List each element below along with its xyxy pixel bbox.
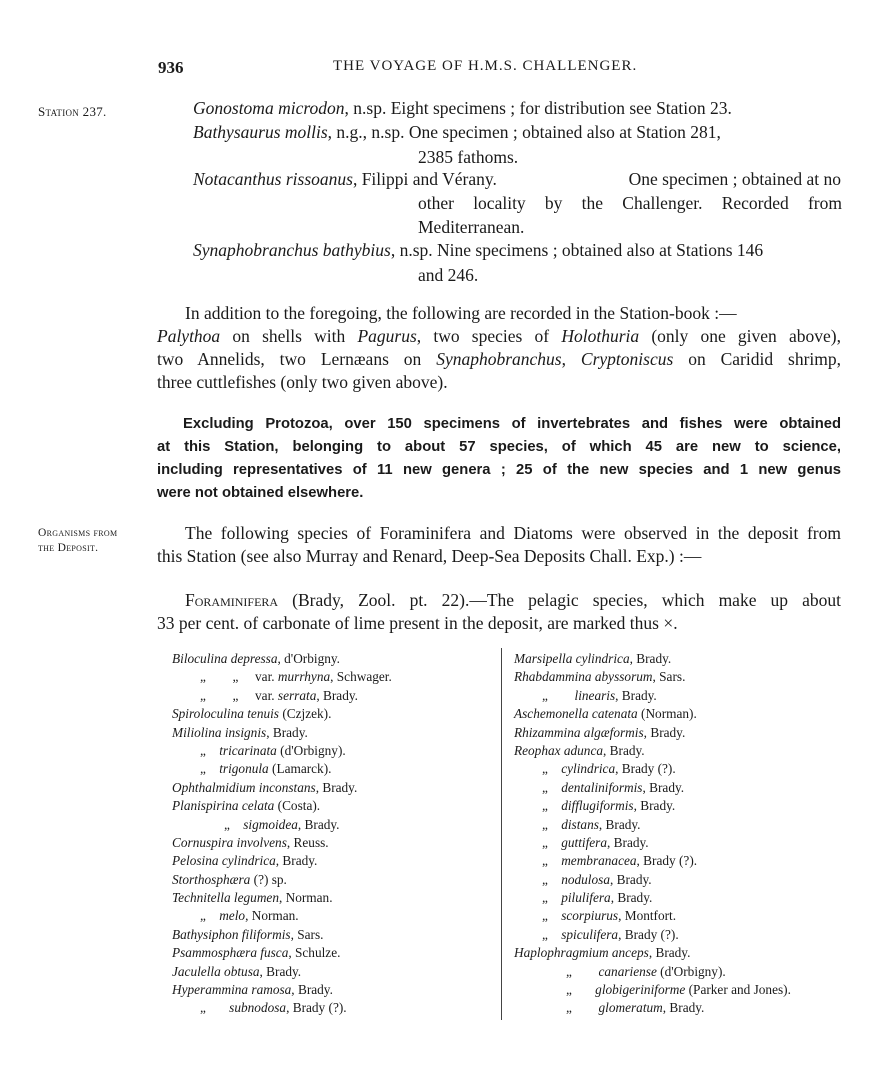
- species-list-item: [514, 816, 791, 834]
- species-name: membranacea: [561, 853, 637, 869]
- species-list-item: [514, 852, 791, 870]
- species-list-item: [514, 926, 791, 944]
- species-list-item: [172, 963, 392, 981]
- ditto-prefix: „: [542, 798, 562, 814]
- station-book-line2: Palythoa on shells with Pagurus, two species of Holothuria (only one given above),: [157, 326, 841, 346]
- species-authority: , Brady.: [291, 982, 333, 998]
- species-list-item: [514, 999, 791, 1017]
- species-authority: , Brady.: [648, 945, 691, 961]
- species-list-item: [172, 650, 392, 668]
- species-authority: , Brady.: [643, 724, 686, 740]
- species-authority: , Brady.: [662, 1000, 705, 1016]
- species-authority: , d'Orbigny.: [277, 651, 340, 666]
- ditto-prefix: „: [566, 963, 599, 979]
- species-list-item: [172, 779, 392, 797]
- species-name: Jaculella obtusa: [172, 963, 260, 979]
- species-authority: , Brady.: [607, 834, 649, 850]
- ditto-prefix: „: [224, 816, 244, 832]
- species-name: Hyperammina ramosa: [172, 982, 292, 998]
- species-name: Cornuspira involvens: [172, 834, 287, 850]
- species-list-item: [514, 687, 791, 705]
- species-list-item: [514, 760, 791, 778]
- species-name: dentaliniformis: [561, 779, 643, 795]
- species-list-item: [172, 797, 392, 815]
- species-list-right: [514, 650, 791, 1018]
- species-name: Spiroloculina tenuis: [172, 706, 279, 722]
- ditto-prefix: „: [542, 890, 562, 906]
- species-name: Haplophragmium anceps: [514, 945, 649, 961]
- species-authority: , Brady.: [615, 687, 657, 703]
- species-list-item: [514, 650, 791, 668]
- ditto-prefix: „ „ var.: [200, 669, 278, 685]
- ditto-prefix: „: [542, 908, 562, 924]
- species-name: Rhabdammina abyssorum: [514, 669, 653, 685]
- species-list-item: [172, 871, 392, 889]
- species-authority: , Norman.: [278, 890, 333, 906]
- entry-text: , n.g., n.sp. One specimen ; obtained also at Station 281,: [327, 122, 721, 142]
- fish-entry-notacanthus-cont2: Mediterranean.: [418, 217, 525, 237]
- species-authority: , Brady.: [598, 816, 641, 832]
- species-authority: , Schwager.: [330, 669, 392, 685]
- species-authority: , Reuss.: [286, 834, 329, 850]
- fish-entry-bathysaurus: [193, 120, 721, 144]
- species-authority: , Brady.: [316, 687, 358, 703]
- species-name: Gonostoma microdon: [193, 98, 345, 118]
- species-authority: , Brady (?).: [618, 926, 679, 942]
- species-authority: (Costa).: [274, 798, 321, 814]
- ditto-prefix: „ „ var.: [200, 687, 278, 703]
- species-authority: , Brady.: [642, 779, 685, 795]
- species-authority: , Brady (?).: [636, 853, 698, 869]
- species-list-item: [172, 687, 392, 705]
- species-name: serrata: [277, 687, 317, 703]
- organisms-margin-note-line1: Organisms from: [38, 527, 118, 539]
- ditto-prefix: „: [542, 816, 562, 832]
- species-authority: , Brady (?).: [286, 1000, 347, 1016]
- species-list-item: [514, 668, 791, 686]
- species-list-item: [172, 742, 392, 760]
- species-list-item: [514, 907, 791, 925]
- fish-entry-notacanthus: [193, 167, 497, 191]
- fish-entry-notacanthus-cont1: other locality by the Challenger. Recorded from: [418, 193, 842, 213]
- species-name: Biloculina depressa: [172, 651, 278, 666]
- entry-text: , n.sp. Eight specimens ; for distribution see Station 23.: [344, 98, 732, 118]
- species-name: Technitella legumen: [172, 890, 279, 906]
- station-margin-note: Station 237.: [38, 104, 107, 119]
- species-authority: , Brady (?).: [615, 761, 676, 777]
- species-name: pilulifera: [561, 890, 611, 906]
- species-authority: (?) sp.: [250, 871, 287, 887]
- species-authority: (Norman).: [637, 706, 697, 722]
- ditto-prefix: „: [542, 761, 562, 777]
- species-list-item: [514, 944, 791, 962]
- species-list-item: [514, 981, 791, 999]
- station-book-line3: two Annelids, two Lernæans on Synaphobranchus, Cryptoniscus on Caridid shrimp,: [157, 349, 841, 369]
- species-name: Reophax adunca: [514, 742, 603, 758]
- ditto-prefix: „: [200, 761, 220, 777]
- species-authority: , Montfort.: [618, 908, 677, 924]
- foraminifera-heading: Foraminifera: [185, 590, 279, 610]
- species-authority: , Brady.: [259, 963, 302, 979]
- species-name: spiculifera: [561, 926, 619, 942]
- species-list-item: [514, 871, 791, 889]
- fish-entry-synaphobranchus: [193, 238, 763, 262]
- species-name: guttifera: [561, 834, 608, 850]
- species-name: Bathysaurus mollis: [193, 122, 328, 142]
- species-list-item: [514, 797, 791, 815]
- ditto-prefix: „: [566, 982, 596, 998]
- species-authority: , Brady.: [266, 724, 308, 740]
- species-list-left: [172, 650, 392, 1018]
- species-name: globigeriniforme: [595, 982, 686, 998]
- fish-entry-notacanthus-tail: One specimen ; obtained at no: [628, 169, 841, 189]
- species-name: tricarinata: [219, 742, 277, 758]
- species-name: murrhyna: [277, 669, 331, 685]
- species-name: Aschemonella catenata: [514, 706, 638, 722]
- species-authority: , Sars.: [652, 669, 686, 685]
- summary-line: at this Station, belonging to about 57 species, of which 45 are new to science,: [157, 439, 841, 455]
- species-list-item: [514, 742, 791, 760]
- species-name: canariense: [598, 963, 657, 979]
- station-book-paragraph: [157, 302, 841, 394]
- deposit-intro-line1: The following species of Foraminifera and Diatoms were observed in the deposit from: [185, 523, 841, 543]
- species-list-item: [172, 760, 392, 778]
- species-list-item: [514, 889, 791, 907]
- entry-text: , Filippi and Vérany.: [352, 169, 497, 189]
- species-authority: , Brady.: [609, 871, 652, 887]
- species-authority: , Sars.: [290, 926, 324, 942]
- species-list-item: [172, 944, 392, 962]
- species-list-item: [514, 834, 791, 852]
- species-authority: , Brady.: [629, 651, 672, 666]
- ditto-prefix: „: [542, 853, 562, 869]
- foraminifera-intro: [157, 589, 841, 635]
- species-name: Ophthalmidium inconstans: [172, 779, 316, 795]
- species-name: Psammosphæra fusca: [172, 945, 289, 961]
- summary-line: were not obtained elsewhere.: [157, 485, 364, 501]
- species-authority: , Brady.: [315, 779, 358, 795]
- species-name: melo: [219, 908, 246, 924]
- running-title: THE VOYAGE OF H.M.S. CHALLENGER.: [333, 58, 638, 74]
- species-name: Synaphobranchus bathybius: [193, 240, 391, 260]
- species-name: glomeratum: [598, 1000, 663, 1016]
- ditto-prefix: „: [542, 871, 562, 887]
- ditto-prefix: „: [200, 742, 220, 758]
- species-authority: (d'Orbigny).: [656, 963, 726, 979]
- species-name: Pelosina cylindrica: [172, 853, 276, 869]
- deposit-intro: [157, 522, 841, 568]
- species-name: trigonula: [219, 761, 269, 777]
- species-authority: , Norman.: [245, 908, 299, 924]
- species-name: Rhizammina algæformis: [514, 724, 644, 740]
- ditto-prefix: „: [542, 779, 562, 795]
- species-authority: , Brady.: [610, 890, 653, 906]
- ditto-prefix: „: [542, 834, 562, 850]
- species-name: linearis: [574, 687, 616, 703]
- species-authority: (Czjzek).: [279, 706, 332, 722]
- species-name: Marsipella cylindrica: [514, 651, 630, 666]
- species-list-item: [172, 926, 392, 944]
- page-number: 936: [158, 58, 184, 77]
- species-authority: , Brady.: [275, 853, 318, 869]
- ditto-prefix: „: [200, 1000, 230, 1016]
- species-list-item: [172, 999, 392, 1017]
- species-list-item: [514, 779, 791, 797]
- species-name: cylindrica: [561, 761, 616, 777]
- summary-line: Excluding Protozoa, over 150 specimens of invertebrates and fishes were obtained: [183, 416, 841, 432]
- foraminifera-intro-line1: Foraminifera (Brady, Zool. pt. 22).—The pelagic species, which make up about: [185, 590, 841, 610]
- species-list-item: [172, 724, 392, 742]
- deposit-intro-line2: this Station (see also Murray and Renard, Deep-Sea Deposits Chall. Exp.) :—: [157, 546, 702, 566]
- species-name: sigmoidea: [243, 816, 298, 832]
- species-list-item: [172, 981, 392, 999]
- species-name: Notacanthus rissoanus: [193, 169, 353, 189]
- species-authority: , Brady.: [603, 742, 645, 758]
- fish-entry-synaphobranchus-cont: and 246.: [418, 265, 479, 285]
- species-list-item: [172, 668, 392, 686]
- species-list-item: [172, 889, 392, 907]
- foraminifera-intro-line2: 33 per cent. of carbonate of lime present in the deposit, are marked thus ×.: [157, 613, 678, 633]
- species-list-item: [172, 834, 392, 852]
- ditto-prefix: „: [542, 926, 562, 942]
- column-divider: [501, 648, 502, 1020]
- species-list-item: [172, 907, 392, 925]
- fish-entry-gonostoma: [193, 96, 732, 120]
- summary-paragraph: [157, 413, 841, 505]
- species-list-item: [172, 852, 392, 870]
- species-name: subnodosa: [229, 1000, 287, 1016]
- species-name: Bathysiphon filiformis: [172, 926, 291, 942]
- species-name: Miliolina insignis: [172, 724, 267, 740]
- species-authority: (d'Orbigny).: [276, 742, 346, 758]
- species-list-item: [514, 705, 791, 723]
- fish-entry-bathysaurus-cont: 2385 fathoms.: [418, 147, 519, 167]
- species-name: scorpiurus: [561, 908, 619, 924]
- species-name: Storthosphæra: [172, 871, 251, 887]
- species-name: nodulosa: [561, 871, 610, 887]
- species-authority: (Lamarck).: [268, 761, 332, 777]
- summary-line: including representatives of 11 new genera ; 25 of the new species and 1 new genus: [157, 462, 841, 478]
- ditto-prefix: „: [200, 908, 220, 924]
- species-authority: , Brady.: [633, 798, 676, 814]
- species-authority: , Schulze.: [288, 945, 341, 961]
- station-book-line1: In addition to the foregoing, the following are recorded in the Station-book :—: [185, 303, 737, 323]
- entry-text: , n.sp. Nine specimens ; obtained also at Stations 146: [390, 240, 764, 260]
- species-list-item: [514, 724, 791, 742]
- species-list-item: [514, 963, 791, 981]
- species-list-item: [172, 816, 392, 834]
- station-book-line4: three cuttlefishes (only two given above).: [157, 372, 448, 392]
- species-authority: (Parker and Jones).: [685, 982, 791, 998]
- species-name: Planispirina celata: [172, 798, 275, 814]
- ditto-prefix: „: [566, 1000, 599, 1016]
- species-authority: , Brady.: [297, 816, 340, 832]
- species-name: difflugiformis: [561, 798, 634, 814]
- ditto-prefix: „: [542, 687, 575, 703]
- species-name: distans: [561, 816, 599, 832]
- species-list-item: [172, 705, 392, 723]
- organisms-margin-note-line2: the Deposit.: [38, 542, 99, 554]
